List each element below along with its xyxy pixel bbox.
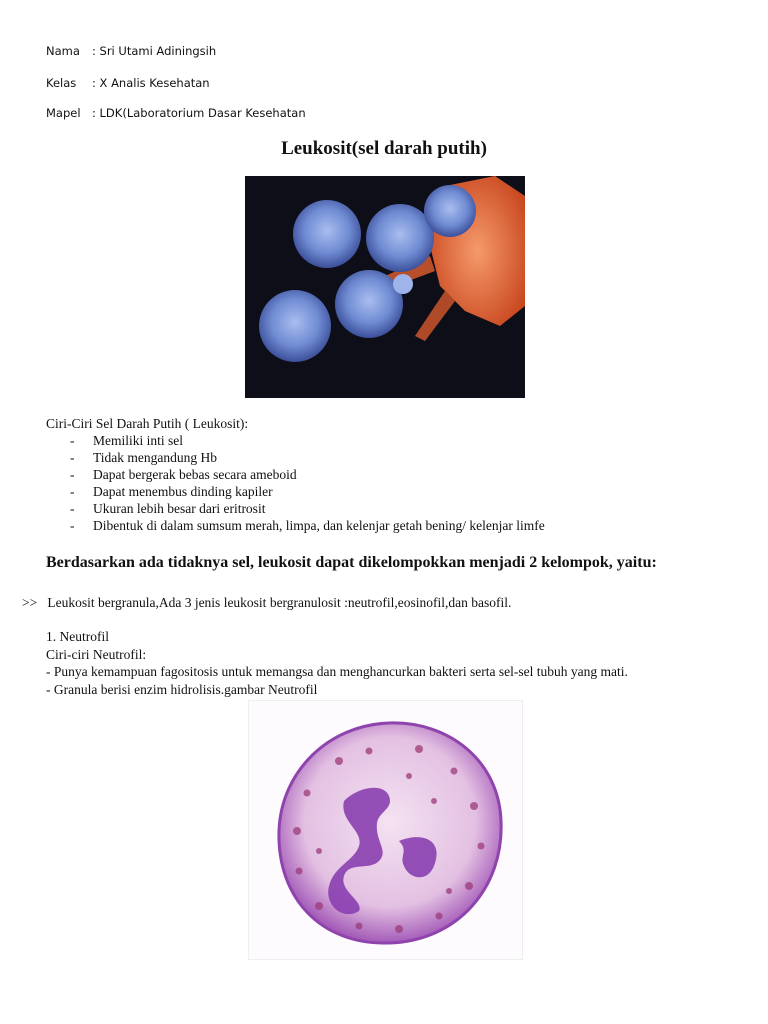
list-item: - Ukuran lebih besar dari eritrosit xyxy=(70,501,266,516)
subject-label: Mapel xyxy=(46,106,81,120)
neutrofil-line-1: - Punya kemampuan fagositosis untuk memangsa dan menghancurkan bakteri serta sel-sel tubuh yang mati. xyxy=(46,664,628,679)
characteristics-heading: Ciri-Ciri Sel Darah Putih ( Leukosit): xyxy=(46,416,249,431)
name-value: : Sri Utami Adiningsih xyxy=(92,44,217,58)
header-class-row xyxy=(46,76,210,90)
header-subject-row xyxy=(46,106,306,120)
leukocyte-micrograph xyxy=(245,176,525,398)
neutrofil-illustration xyxy=(248,700,523,960)
neutrofil-section xyxy=(46,628,628,698)
list-item: - Dapat bergerak bebas secara ameboid xyxy=(70,467,297,482)
list-item: - Tidak mengandung Hb xyxy=(70,450,217,465)
grouping-heading: Berdasarkan ada tidaknya sel, leukosit dapat dikelompokkan menjadi 2 kelompok, yaitu: xyxy=(46,554,657,571)
list-item: - Dibentuk di dalam sumsum merah, limpa, dan kelenjar getah bening/ kelenjar limfe xyxy=(70,518,545,533)
characteristics-list xyxy=(70,432,545,534)
neutrofil-title: 1. Neutrofil xyxy=(46,629,109,644)
granular-text: Leukosit bergranula,Ada 3 jenis leukosit bergranulosit :neutrofil,eosinofil,dan basofil. xyxy=(47,595,512,610)
neutrofil-line-2: - Granula berisi enzim hidrolisis.gambar Neutrofil xyxy=(46,681,318,697)
class-label: Kelas xyxy=(46,76,77,90)
neutrofil-subtitle: Ciri-ciri Neutrofil: xyxy=(46,646,147,662)
class-value: : X Analis Kesehatan xyxy=(92,76,210,90)
list-item: - Dapat menembus dinding kapiler xyxy=(70,484,273,499)
page-title: Leukosit(sel darah putih) xyxy=(281,138,487,159)
list-item: - Memiliki inti sel xyxy=(70,433,183,448)
name-label: Nama xyxy=(46,44,80,58)
header-name-row xyxy=(46,44,216,58)
granular-line xyxy=(22,595,511,611)
subject-value: : LDK(Laboratorium Dasar Kesehatan xyxy=(92,106,306,120)
arrow-marker: >> xyxy=(22,595,38,610)
